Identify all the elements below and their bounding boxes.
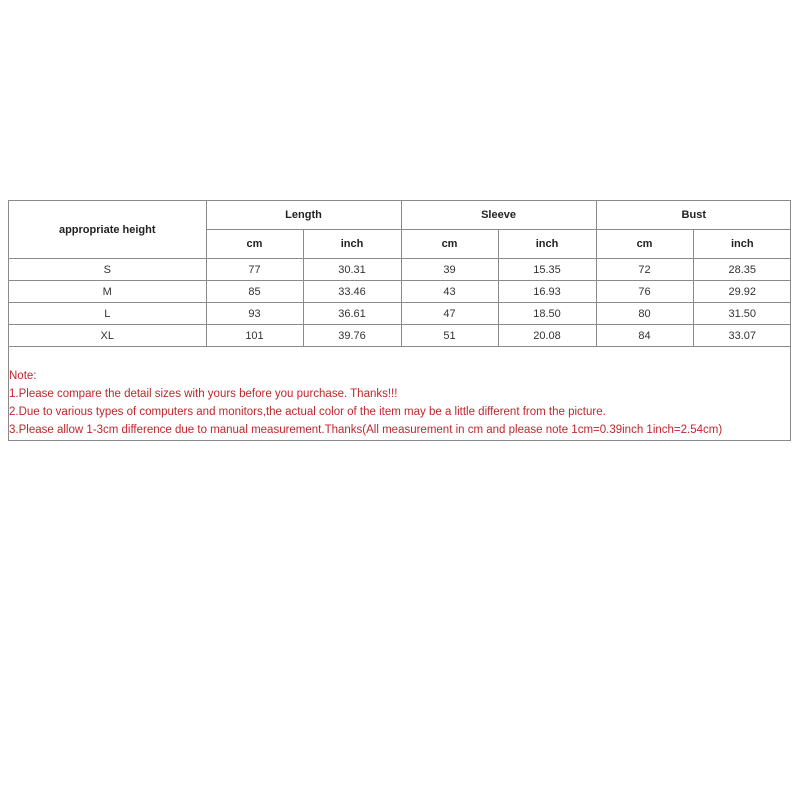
table-cell: 51 — [401, 325, 498, 347]
unit-header: inch — [498, 230, 596, 259]
size-label: S — [9, 259, 206, 281]
group-header-length: Length — [206, 201, 401, 230]
unit-header: inch — [693, 230, 791, 259]
table-cell: 76 — [596, 281, 693, 303]
table-cell: 80 — [596, 303, 693, 325]
table-cell: 77 — [206, 259, 303, 281]
corner-header: appropriate height — [9, 201, 206, 259]
table-cell: 18.50 — [498, 303, 596, 325]
size-chart — [8, 200, 791, 441]
size-label: L — [9, 303, 206, 325]
table-cell: 20.08 — [498, 325, 596, 347]
table-cell: 39 — [401, 259, 498, 281]
table-cell: 72 — [596, 259, 693, 281]
table-header-row — [9, 201, 791, 230]
size-table — [9, 201, 791, 347]
table-cell: 28.35 — [693, 259, 791, 281]
table-cell: 30.31 — [303, 259, 401, 281]
notes-section — [9, 347, 790, 440]
table-row — [9, 325, 791, 347]
group-header-sleeve: Sleeve — [401, 201, 596, 230]
size-label: M — [9, 281, 206, 303]
table-row — [9, 281, 791, 303]
table-cell: 33.07 — [693, 325, 791, 347]
group-header-bust: Bust — [596, 201, 791, 230]
table-cell: 84 — [596, 325, 693, 347]
notes-title: Note: — [9, 370, 37, 382]
table-cell: 31.50 — [693, 303, 791, 325]
unit-header: cm — [206, 230, 303, 259]
table-cell: 16.93 — [498, 281, 596, 303]
unit-header: cm — [596, 230, 693, 259]
table-cell: 33.46 — [303, 281, 401, 303]
table-cell: 47 — [401, 303, 498, 325]
table-row — [9, 259, 791, 281]
table-cell: 39.76 — [303, 325, 401, 347]
size-label: XL — [9, 325, 206, 347]
table-cell: 36.61 — [303, 303, 401, 325]
table-cell: 15.35 — [498, 259, 596, 281]
note-line: 1.Please compare the detail sizes with yours before you purchase. Thanks!!! — [9, 388, 398, 400]
unit-header: inch — [303, 230, 401, 259]
table-row — [9, 303, 791, 325]
note-line: 2.Due to various types of computers and monitors,the actual color of the item may be a little different from the picture. — [9, 406, 606, 418]
unit-header: cm — [401, 230, 498, 259]
note-line: 3.Please allow 1-3cm difference due to manual measurement.Thanks(All measurement in cm and please note 1cm=0.39inch 1inch=2.54cm) — [9, 424, 723, 436]
table-cell: 29.92 — [693, 281, 791, 303]
table-cell: 43 — [401, 281, 498, 303]
table-cell: 85 — [206, 281, 303, 303]
table-cell: 93 — [206, 303, 303, 325]
table-cell: 101 — [206, 325, 303, 347]
